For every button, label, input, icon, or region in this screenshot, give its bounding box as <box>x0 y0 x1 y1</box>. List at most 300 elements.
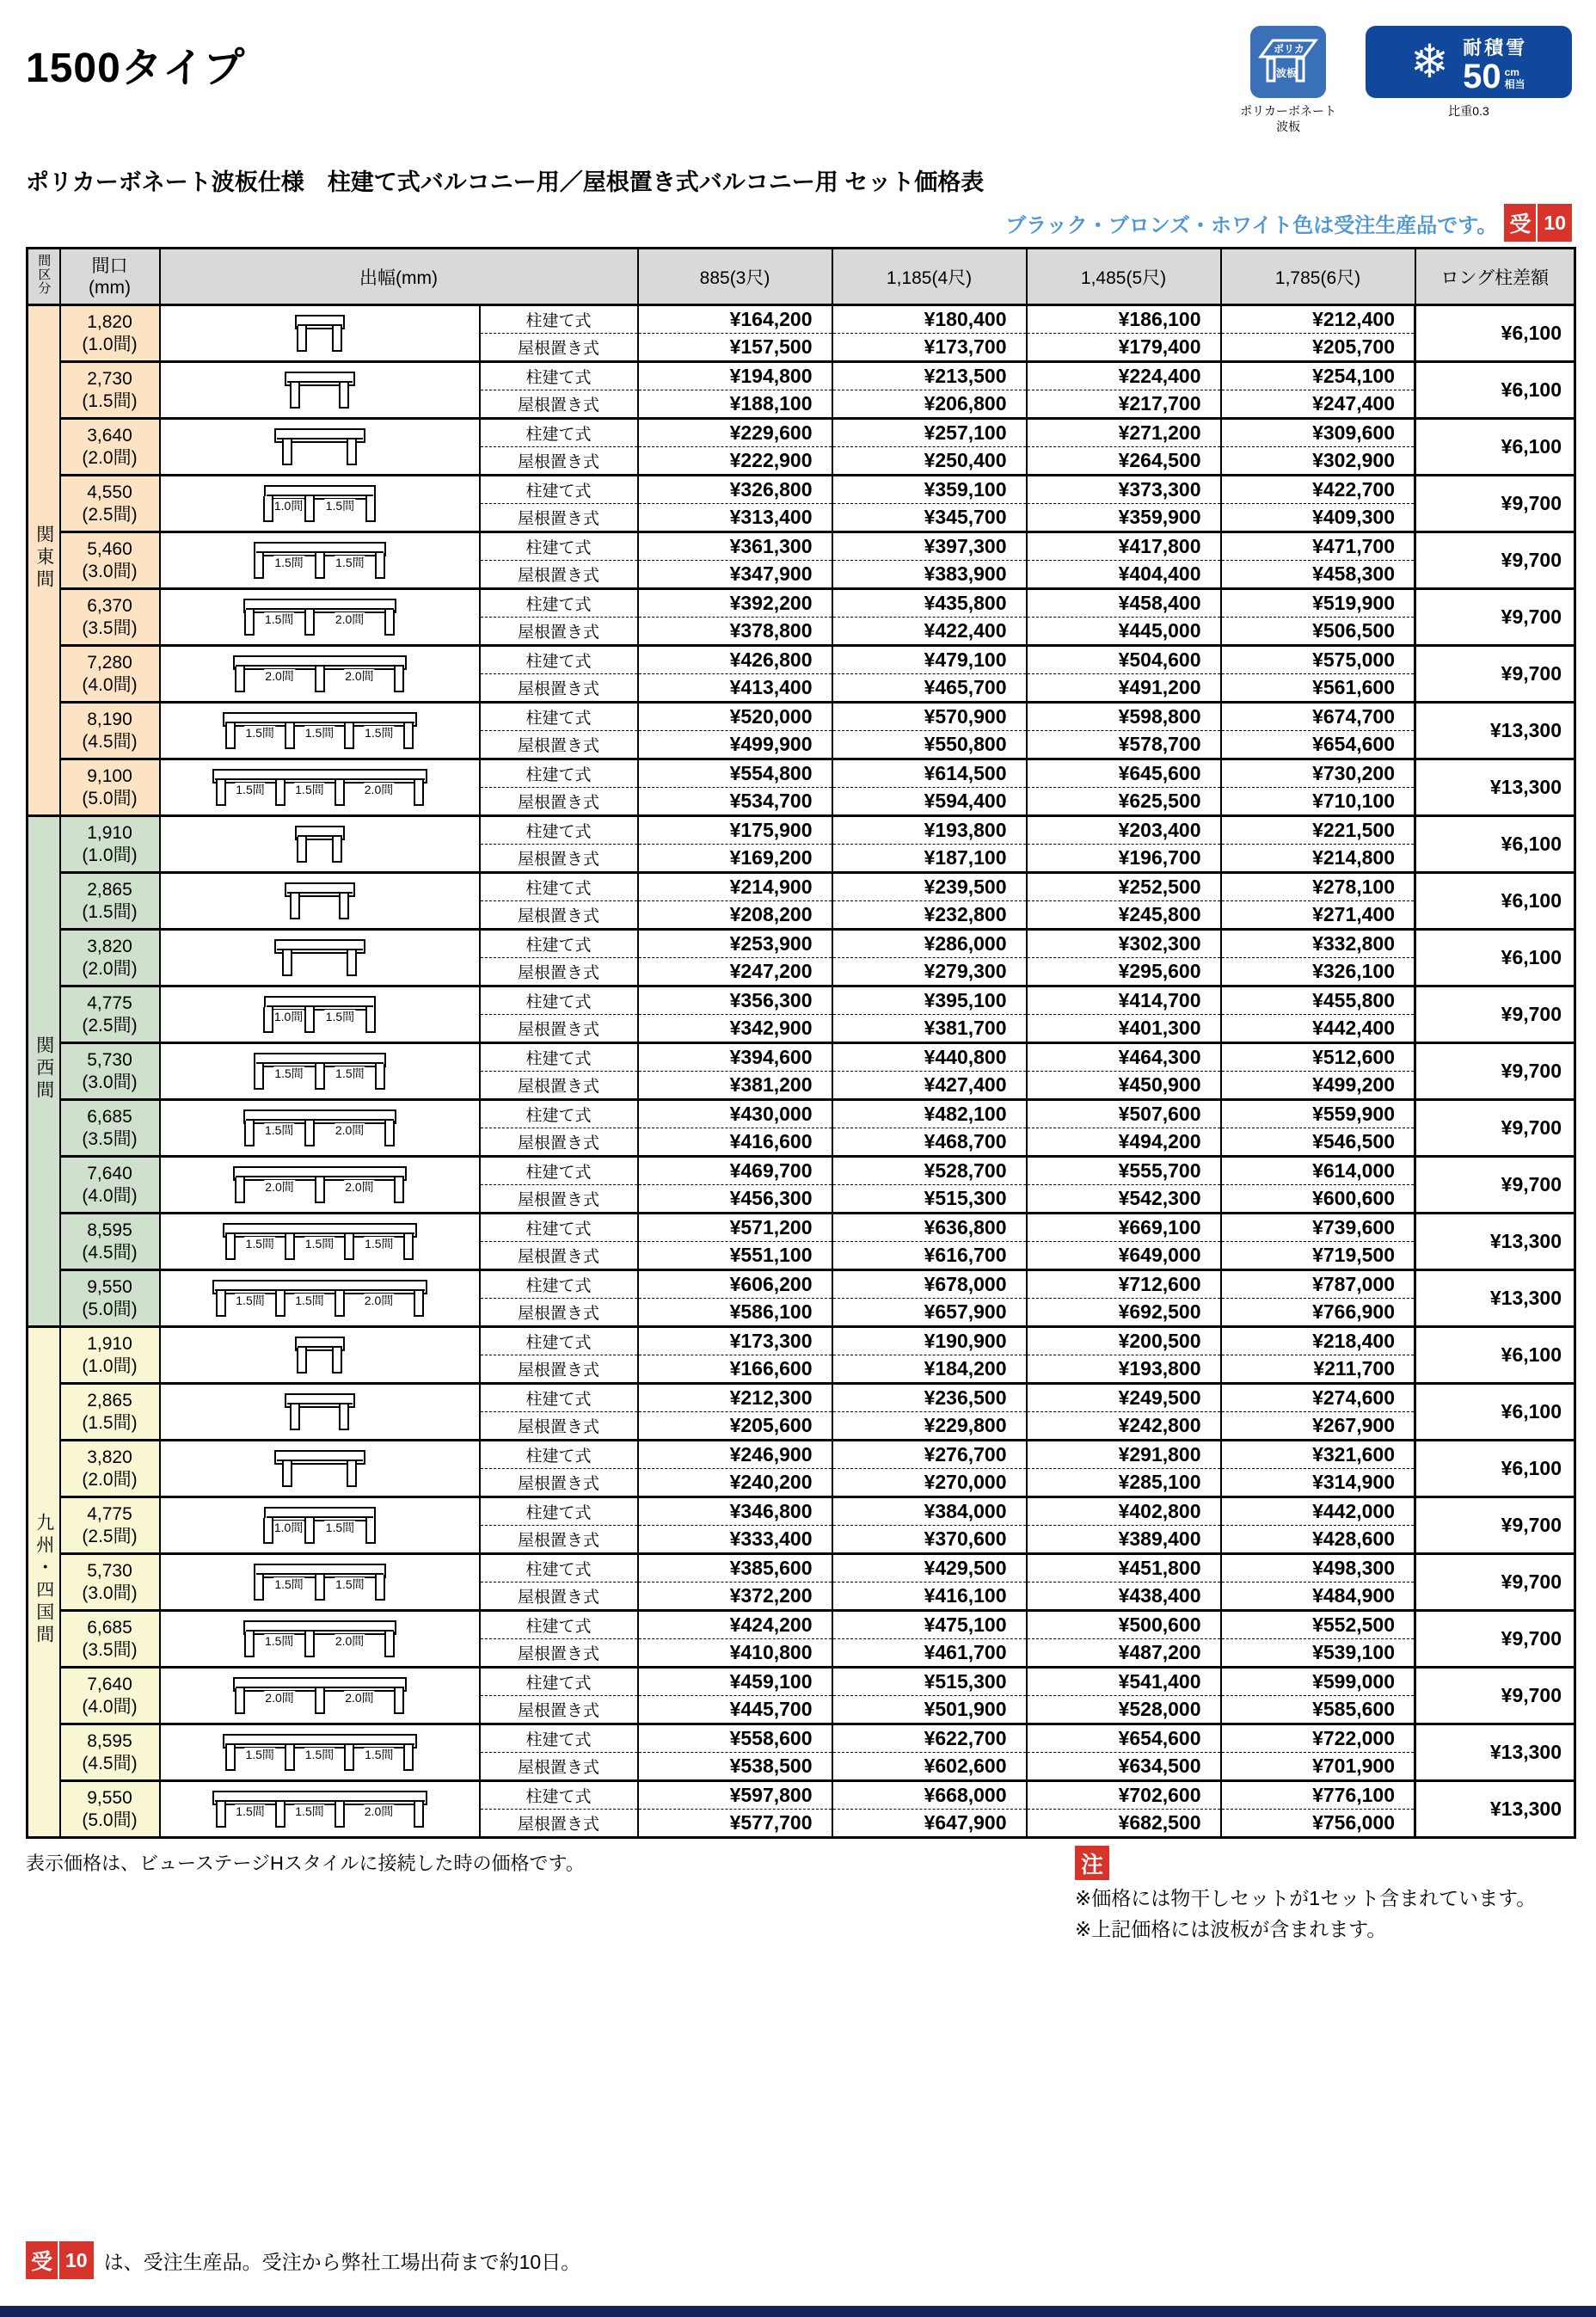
diagram-roof <box>264 1507 376 1521</box>
awning-diagram <box>254 1052 386 1091</box>
price-cell: ¥702,600 <box>1027 1781 1221 1810</box>
price-cell: ¥701,900 <box>1221 1753 1415 1781</box>
price-cell: ¥427,400 <box>832 1072 1027 1100</box>
maguchi-cell <box>60 1327 160 1384</box>
price-cell: ¥571,200 <box>638 1214 832 1242</box>
diagram-span-label: 1.5間 <box>365 1747 394 1761</box>
awning-diagram <box>285 1392 355 1432</box>
long-pillar-diff-cell: ¥6,100 <box>1415 873 1575 930</box>
type-label-hashiradate: 柱建て式 <box>480 1497 638 1526</box>
top-bar <box>26 21 1572 134</box>
awning-diagram <box>264 484 376 524</box>
price-cell: ¥285,100 <box>1027 1469 1221 1497</box>
diagram-leg <box>225 1234 236 1260</box>
diagram-cell <box>160 930 480 986</box>
price-cell: ¥426,800 <box>638 646 832 674</box>
price-cell: ¥345,700 <box>832 504 1027 532</box>
price-cell: ¥359,100 <box>832 476 1027 504</box>
diagram-cell <box>160 1270 480 1327</box>
type-label-yaneoki: 屋根置き式 <box>480 958 638 986</box>
table-row <box>28 1668 1575 1696</box>
type-label-hashiradate: 柱建て式 <box>480 703 638 731</box>
diagram-leg <box>216 780 226 806</box>
snowflake-icon: ❄ <box>1409 36 1450 88</box>
table-row <box>28 1100 1575 1128</box>
table-row <box>28 703 1575 731</box>
price-cell: ¥278,100 <box>1221 873 1415 901</box>
price-cell: ¥504,600 <box>1027 646 1221 674</box>
maguchi-value: 2,730 <box>87 368 132 389</box>
made-to-order-badge: 受 10 <box>1504 204 1572 242</box>
diagram-roof <box>243 1109 396 1124</box>
price-cell: ¥468,700 <box>832 1128 1027 1157</box>
type-label-hashiradate: 柱建て式 <box>480 532 638 561</box>
table-subtitle: ポリカーボネート波板仕様 柱建て式バルコニー用／屋根置き式バルコニー用 セット価格表 <box>26 169 985 196</box>
header-debaba: 出幅(mm) <box>160 249 638 305</box>
awning-diagram <box>274 1449 365 1489</box>
price-cell: ¥417,800 <box>1027 532 1221 561</box>
maguchi-cell <box>60 1157 160 1214</box>
type-label-yaneoki: 屋根置き式 <box>480 674 638 703</box>
diagram-leg <box>394 1688 404 1714</box>
spec-badges <box>1240 26 1572 134</box>
price-cell: ¥622,700 <box>832 1724 1027 1753</box>
price-cell: ¥313,400 <box>638 504 832 532</box>
price-cell: ¥541,400 <box>1027 1668 1221 1696</box>
maguchi-value: 9,550 <box>87 1276 132 1297</box>
section-label <box>28 305 60 816</box>
price-cell: ¥414,700 <box>1027 986 1221 1015</box>
awning-diagram <box>223 1222 417 1262</box>
price-cell: ¥739,600 <box>1221 1214 1415 1242</box>
price-cell: ¥647,900 <box>832 1810 1027 1838</box>
diagram-span-label: 2.0間 <box>335 1633 365 1648</box>
type-label-yaneoki: 屋根置き式 <box>480 845 638 873</box>
price-cell: ¥719,500 <box>1221 1242 1415 1270</box>
price-cell: ¥534,700 <box>638 788 832 816</box>
diagram-leg <box>263 1518 273 1544</box>
price-cell: ¥190,900 <box>832 1327 1027 1355</box>
type-label-yaneoki: 屋根置き式 <box>480 1469 638 1497</box>
maguchi-value: 5,460 <box>87 538 132 559</box>
diagram-leg <box>384 1121 395 1146</box>
maguchi-cell <box>60 930 160 986</box>
price-cell: ¥507,600 <box>1027 1100 1221 1128</box>
price-cell: ¥458,400 <box>1027 589 1221 618</box>
maguchi-cell <box>60 1214 160 1270</box>
section-label-text: 関西間 <box>34 1036 54 1103</box>
price-cell: ¥578,700 <box>1027 731 1221 759</box>
price-cell: ¥465,700 <box>832 674 1027 703</box>
price-cell: ¥500,600 <box>1027 1611 1221 1639</box>
diagram-cell <box>160 759 480 816</box>
price-cell: ¥239,500 <box>832 873 1027 901</box>
table-row <box>28 476 1575 504</box>
maguchi-cell <box>60 1781 160 1838</box>
price-cell: ¥394,600 <box>638 1043 832 1072</box>
maguchi-value: 4,775 <box>87 993 132 1013</box>
price-cell: ¥654,600 <box>1221 731 1415 759</box>
price-cell: ¥389,400 <box>1027 1526 1221 1554</box>
table-row <box>28 646 1575 674</box>
type-label-hashiradate: 柱建て式 <box>480 589 638 618</box>
price-cell: ¥271,200 <box>1027 419 1221 447</box>
price-cell: ¥550,800 <box>832 731 1027 759</box>
price-cell: ¥479,100 <box>832 646 1027 674</box>
price-cell: ¥616,700 <box>832 1242 1027 1270</box>
diagram-span-label: 1.5間 <box>325 1520 355 1534</box>
diagram-roof <box>264 996 376 1011</box>
diagram-leg <box>375 1064 385 1090</box>
price-cell: ¥730,200 <box>1221 759 1415 788</box>
price-table-body <box>28 305 1575 1838</box>
price-cell: ¥286,000 <box>832 930 1027 958</box>
caution-note-1: ※価格には物干しセットが1セット含まれています。 <box>1075 1887 1537 1910</box>
maguchi-ken: (4.0間) <box>82 674 138 695</box>
long-pillar-diff-cell: ¥13,300 <box>1415 759 1575 816</box>
diagram-leg <box>304 1007 315 1033</box>
price-cell: ¥422,700 <box>1221 476 1415 504</box>
price-cell: ¥250,400 <box>832 447 1027 476</box>
price-cell: ¥279,300 <box>832 958 1027 986</box>
diagram-leg <box>414 780 424 806</box>
diagram-leg <box>344 1234 354 1260</box>
price-cell: ¥440,800 <box>832 1043 1027 1072</box>
diagram-roof <box>243 599 396 613</box>
price-cell: ¥416,100 <box>832 1583 1027 1611</box>
maguchi-ken: (4.5間) <box>82 731 138 752</box>
long-pillar-diff-cell: ¥9,700 <box>1415 532 1575 589</box>
type-label-yaneoki: 屋根置き式 <box>480 901 638 930</box>
price-cell: ¥451,800 <box>1027 1554 1221 1583</box>
price-cell: ¥314,900 <box>1221 1469 1415 1497</box>
type-label-hashiradate: 柱建て式 <box>480 1157 638 1185</box>
diagram-span-label: 1.5間 <box>245 725 274 740</box>
price-cell: ¥383,900 <box>832 561 1027 589</box>
diagram-cell <box>160 1214 480 1270</box>
price-cell: ¥625,500 <box>1027 788 1221 816</box>
type-label-yaneoki: 屋根置き式 <box>480 390 638 419</box>
long-pillar-diff-cell: ¥6,100 <box>1415 419 1575 476</box>
header-long-column: ロング柱差額 <box>1415 249 1575 305</box>
price-cell: ¥359,900 <box>1027 504 1221 532</box>
price-cell: ¥410,800 <box>638 1639 832 1668</box>
type-label-yaneoki: 屋根置き式 <box>480 447 638 476</box>
price-cell: ¥206,800 <box>832 390 1027 419</box>
price-cell: ¥257,100 <box>832 419 1027 447</box>
diagram-leg <box>335 1802 345 1828</box>
long-pillar-diff-cell: ¥9,700 <box>1415 1043 1575 1100</box>
long-pillar-diff-cell: ¥9,700 <box>1415 1497 1575 1554</box>
awning-diagram <box>285 371 355 410</box>
diagram-span-label: 1.5間 <box>335 555 365 569</box>
price-cell: ¥180,400 <box>832 305 1027 334</box>
price-cell: ¥552,500 <box>1221 1611 1415 1639</box>
price-cell: ¥491,200 <box>1027 674 1221 703</box>
price-cell: ¥356,300 <box>638 986 832 1015</box>
price-cell: ¥321,600 <box>1221 1441 1415 1469</box>
price-cell: ¥302,900 <box>1221 447 1415 476</box>
maguchi-ken: (3.5間) <box>82 1639 138 1660</box>
type-label-hashiradate: 柱建て式 <box>480 1724 638 1753</box>
price-cell: ¥654,600 <box>1027 1724 1221 1753</box>
type-label-hashiradate: 柱建て式 <box>480 1554 638 1583</box>
diagram-leg <box>290 1404 300 1430</box>
diagram-leg <box>254 553 264 579</box>
price-cell: ¥347,900 <box>638 561 832 589</box>
price-cell: ¥208,200 <box>638 901 832 930</box>
diagram-leg <box>315 553 325 579</box>
snow-load-badge <box>1366 26 1572 119</box>
color-note-row <box>26 204 1572 242</box>
page-title: 1500タイプ <box>26 46 246 91</box>
maguchi-ken: (4.0間) <box>82 1185 138 1206</box>
type-label-hashiradate: 柱建て式 <box>480 646 638 674</box>
header-width-1485: 1,485(5尺) <box>1027 249 1221 305</box>
diagram-leg <box>244 1632 255 1657</box>
table-row <box>28 1270 1575 1299</box>
price-cell: ¥585,600 <box>1221 1696 1415 1724</box>
table-row <box>28 1554 1575 1583</box>
awning-diagram <box>243 1109 396 1148</box>
awning-diagram <box>254 541 386 581</box>
price-cell: ¥291,800 <box>1027 1441 1221 1469</box>
awning-diagram <box>212 768 427 808</box>
price-cell: ¥224,400 <box>1027 362 1221 390</box>
awning-diagram <box>295 825 345 864</box>
diagram-leg <box>285 1745 295 1771</box>
price-cell: ¥385,600 <box>638 1554 832 1583</box>
long-pillar-diff-cell: ¥9,700 <box>1415 589 1575 646</box>
diagram-leg <box>282 1461 292 1487</box>
price-cell: ¥404,400 <box>1027 561 1221 589</box>
diagram-span-label: 1.5間 <box>274 555 304 569</box>
price-cell: ¥401,300 <box>1027 1015 1221 1043</box>
diagram-span-label: 2.0間 <box>265 1179 294 1194</box>
maguchi-value: 5,730 <box>87 1049 132 1070</box>
type-label-yaneoki: 屋根置き式 <box>480 1810 638 1838</box>
diagram-span-label: 1.5間 <box>274 1066 304 1080</box>
diagram-leg <box>339 383 349 409</box>
price-cell: ¥614,000 <box>1221 1157 1415 1185</box>
price-table <box>26 247 1576 1839</box>
price-cell: ¥555,700 <box>1027 1157 1221 1185</box>
price-cell: ¥384,000 <box>832 1497 1027 1526</box>
price-cell: ¥498,300 <box>1221 1554 1415 1583</box>
diagram-roof <box>223 1734 417 1749</box>
diagram-cell <box>160 362 480 419</box>
diagram-leg <box>244 1121 255 1146</box>
diagram-leg <box>414 1802 424 1828</box>
price-cell: ¥512,600 <box>1221 1043 1415 1072</box>
long-pillar-diff-cell: ¥9,700 <box>1415 1100 1575 1157</box>
price-cell: ¥482,100 <box>832 1100 1027 1128</box>
price-cell: ¥499,900 <box>638 731 832 759</box>
price-cell: ¥193,800 <box>1027 1355 1221 1384</box>
diagram-leg <box>216 1802 226 1828</box>
maguchi-cell <box>60 589 160 646</box>
maguchi-cell <box>60 1270 160 1327</box>
diagram-leg <box>403 1745 414 1771</box>
price-cell: ¥409,300 <box>1221 504 1415 532</box>
diagram-leg <box>244 610 255 636</box>
diagram-span-label: 1.0間 <box>273 1009 304 1023</box>
diagram-span-label: 1.5間 <box>365 725 394 740</box>
diagram-leg <box>304 1632 315 1657</box>
maguchi-cell <box>60 703 160 759</box>
table-row <box>28 759 1575 788</box>
diagram-span-label: 1.5間 <box>335 1576 365 1591</box>
price-cell: ¥173,300 <box>638 1327 832 1355</box>
diagram-roof <box>264 485 376 500</box>
diagram-leg <box>275 1291 285 1317</box>
price-cell: ¥515,300 <box>832 1185 1027 1214</box>
long-pillar-diff-cell: ¥13,300 <box>1415 1270 1575 1327</box>
section-label-text: 関東間 <box>34 525 54 593</box>
price-cell: ¥570,900 <box>832 703 1027 731</box>
diagram-roof <box>223 1223 417 1238</box>
maguchi-ken: (2.5間) <box>82 1526 138 1546</box>
price-cell: ¥157,500 <box>638 334 832 362</box>
price-cell: ¥657,900 <box>832 1299 1027 1327</box>
diagram-cell <box>160 1781 480 1838</box>
price-cell: ¥212,300 <box>638 1384 832 1412</box>
price-cell: ¥678,000 <box>832 1270 1027 1299</box>
price-cell: ¥501,900 <box>832 1696 1027 1724</box>
long-pillar-diff-cell: ¥6,100 <box>1415 362 1575 419</box>
diagram-span-label: 2.0間 <box>335 1122 365 1137</box>
page-bottom-bar <box>0 2306 1596 2317</box>
diagram-cell <box>160 1157 480 1214</box>
price-cell: ¥428,600 <box>1221 1526 1415 1554</box>
diagram-span-label: 2.0間 <box>364 1293 394 1307</box>
price-cell: ¥205,700 <box>1221 334 1415 362</box>
diagram-span-label: 1.5間 <box>325 1009 355 1023</box>
diagram-leg <box>375 1575 385 1601</box>
diagram-span-label: 1.5間 <box>365 1236 394 1251</box>
price-cell: ¥577,700 <box>638 1810 832 1838</box>
maguchi-ken: (4.5間) <box>82 1753 138 1773</box>
price-cell: ¥645,600 <box>1027 759 1221 788</box>
price-cell: ¥438,400 <box>1027 1583 1221 1611</box>
price-cell: ¥459,100 <box>638 1668 832 1696</box>
diagram-cell <box>160 703 480 759</box>
diagram-span-label: 2.0間 <box>364 1804 394 1818</box>
price-cell: ¥455,800 <box>1221 986 1415 1015</box>
price-cell: ¥213,500 <box>832 362 1027 390</box>
diagram-span-label: 2.0間 <box>335 612 365 626</box>
price-cell: ¥196,700 <box>1027 845 1221 873</box>
long-pillar-diff-cell: ¥6,100 <box>1415 1384 1575 1441</box>
maguchi-value: 1,820 <box>87 311 132 332</box>
diagram-cell <box>160 816 480 873</box>
diagram-leg <box>275 1802 285 1828</box>
maguchi-cell <box>60 873 160 930</box>
maguchi-ken: (1.5間) <box>82 1412 138 1433</box>
price-cell: ¥211,700 <box>1221 1355 1415 1384</box>
price-cell: ¥606,200 <box>638 1270 832 1299</box>
diagram-cell <box>160 1724 480 1781</box>
header-category: 間区分 <box>28 249 60 305</box>
type-label-hashiradate: 柱建て式 <box>480 362 638 390</box>
diagram-leg <box>344 1745 354 1771</box>
type-label-yaneoki: 屋根置き式 <box>480 1072 638 1100</box>
price-cell: ¥602,600 <box>832 1753 1027 1781</box>
diagram-leg <box>225 1745 236 1771</box>
maguchi-cell <box>60 1043 160 1100</box>
diagram-span-label: 1.5間 <box>274 1576 304 1591</box>
diagram-leg <box>290 894 300 919</box>
long-pillar-diff-cell: ¥6,100 <box>1415 1327 1575 1384</box>
diagram-cell <box>160 1611 480 1668</box>
diagram-leg <box>347 950 357 976</box>
diagram-leg <box>282 950 292 976</box>
price-cell: ¥484,900 <box>1221 1583 1415 1611</box>
header-width-885: 885(3尺) <box>638 249 832 305</box>
price-cell: ¥471,700 <box>1221 532 1415 561</box>
price-cell: ¥193,800 <box>832 816 1027 845</box>
diagram-roof <box>212 1280 427 1294</box>
long-pillar-diff-cell: ¥13,300 <box>1415 1724 1575 1781</box>
price-cell: ¥554,800 <box>638 759 832 788</box>
type-label-yaneoki: 屋根置き式 <box>480 1242 638 1270</box>
type-label-yaneoki: 屋根置き式 <box>480 1412 638 1441</box>
diagram-cell <box>160 589 480 646</box>
type-label-yaneoki: 屋根置き式 <box>480 1185 638 1214</box>
table-row <box>28 1611 1575 1639</box>
diagram-leg <box>347 439 357 465</box>
footer-note: 表示価格は、ビューステージHスタイルに接続した時の価格です。 <box>26 1853 585 1875</box>
diagram-span-label: 1.0間 <box>273 1520 304 1534</box>
maguchi-value: 7,640 <box>87 1674 132 1694</box>
price-cell: ¥494,200 <box>1027 1128 1221 1157</box>
price-cell: ¥361,300 <box>638 532 832 561</box>
price-cell: ¥402,800 <box>1027 1497 1221 1526</box>
table-row <box>28 1441 1575 1469</box>
diagram-leg <box>297 1348 307 1374</box>
price-cell: ¥378,800 <box>638 618 832 646</box>
long-pillar-diff-cell: ¥13,300 <box>1415 1781 1575 1838</box>
diagram-leg <box>315 1575 325 1601</box>
price-cell: ¥194,800 <box>638 362 832 390</box>
maguchi-value: 7,640 <box>87 1163 132 1183</box>
maguchi-cell <box>60 1724 160 1781</box>
diagram-leg <box>263 496 273 522</box>
price-cell: ¥254,100 <box>1221 362 1415 390</box>
maguchi-cell <box>60 1611 160 1668</box>
type-label-hashiradate: 柱建て式 <box>480 759 638 788</box>
price-cell: ¥551,100 <box>638 1242 832 1270</box>
price-cell: ¥200,500 <box>1027 1327 1221 1355</box>
price-cell: ¥413,400 <box>638 674 832 703</box>
price-cell: ¥246,900 <box>638 1441 832 1469</box>
diagram-cell <box>160 1497 480 1554</box>
table-row <box>28 532 1575 561</box>
price-cell: ¥332,800 <box>1221 930 1415 958</box>
price-cell: ¥274,600 <box>1221 1384 1415 1412</box>
awning-diagram <box>212 1279 427 1318</box>
maguchi-ken: (2.0間) <box>82 958 138 979</box>
price-cell: ¥229,800 <box>832 1412 1027 1441</box>
diagram-span-label: 2.0間 <box>345 1690 374 1705</box>
price-cell: ¥229,600 <box>638 419 832 447</box>
price-cell: ¥179,400 <box>1027 334 1221 362</box>
diagram-leg <box>332 1348 342 1374</box>
price-cell: ¥766,900 <box>1221 1299 1415 1327</box>
diagram-cell <box>160 305 480 362</box>
type-label-hashiradate: 柱建て式 <box>480 1668 638 1696</box>
header-maguchi: 間口 (mm) <box>60 249 160 305</box>
